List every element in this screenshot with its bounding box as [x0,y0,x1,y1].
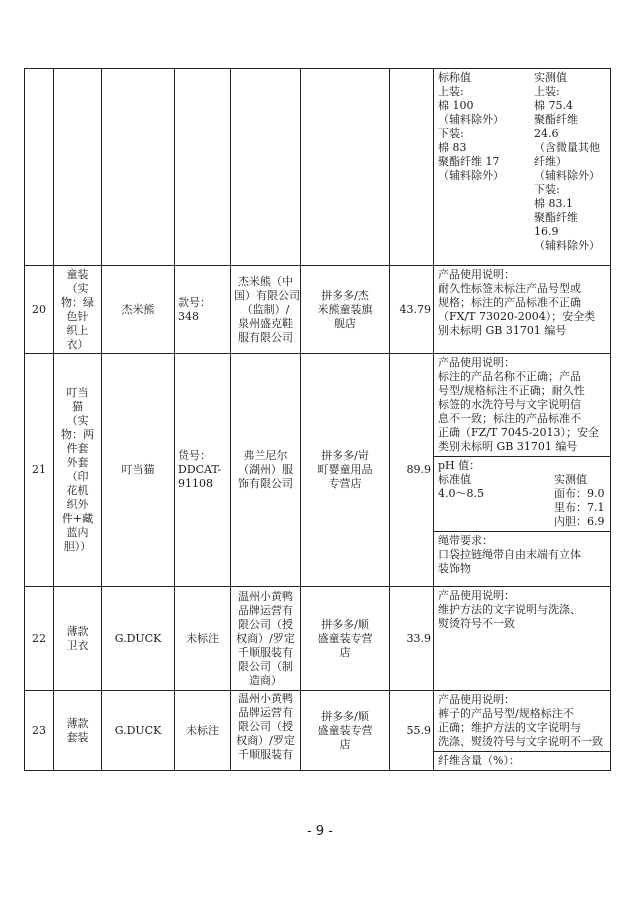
table-row [25,691,611,771]
text-line: 类别未标明 GB 31701 编号 [438,440,578,453]
text-line: 实测值 [534,71,567,84]
text-line: 正确（FZ/T 7045-2013）；安全 [438,426,600,439]
text-line: 店 [339,737,351,751]
price-text: 33.9 [406,631,431,645]
text-line: 千顺服装有 [238,748,293,761]
fiber-content-block [434,752,610,770]
text-line: 棉 75.4 [534,99,573,112]
row-index: 20 [32,302,46,316]
text-line: 16.9 [534,225,559,238]
text-line: 面布：9.0 [554,487,605,500]
text-line: 上装: [534,85,560,98]
text-line: 纤维） [534,155,567,168]
model-cell [175,69,231,266]
text-line: 盛童装专营 [317,723,373,737]
text-line: 实测值 [554,473,587,486]
result-cell [434,69,611,266]
text-line: 装饰物 [438,562,471,575]
result-cell [434,691,611,771]
usage-instruction-block [434,587,610,633]
maker-cell [231,266,301,354]
text-line: 泉州盛克鞋 [238,316,293,330]
price-cell [390,69,434,266]
maker-cell [231,69,301,266]
fiber-content-block [434,69,610,255]
text-line: （辅料除外） [438,113,504,126]
text-line: 花机 [66,484,89,497]
text-line: （实 [66,414,89,427]
text-line: 洗涤、熨烫符号与文字说明不一致 [438,735,603,748]
brand-cell [102,354,175,587]
price-cell [390,587,434,691]
price-text: 89.9 [406,463,431,476]
text-line: （监制）/ [241,302,290,316]
store-cell [301,587,390,691]
index-cell [25,691,54,771]
text-line: 91108 [178,477,213,490]
text-line: 产品使用说明： [438,589,515,602]
text-line: 温州小黄鸭 [238,692,293,705]
store-cell [301,691,390,771]
result-cell [434,266,611,354]
product-cell [54,354,102,587]
brand-text: G.DUCK [114,631,162,645]
text-line: 店 [339,645,351,659]
model-cell [175,266,231,354]
index-cell [25,69,54,266]
table-row [25,69,611,266]
text-line: 权商）/罗定 [236,631,295,645]
text-line: 款号： [178,295,211,309]
declared-column [438,71,534,253]
table-row [25,354,611,587]
text-line: 正确；维护方法的文字说明与 [438,721,581,734]
model-cell [175,691,231,771]
brand-cell [102,587,175,691]
text-line: 服有限公司 [238,330,293,344]
usage-instruction-block [434,266,610,340]
brand-text: 杰米熊 [121,302,155,316]
text-line: 蓝内 [66,526,89,539]
text-line: 标准值 [438,473,471,486]
text-line: 舰店 [334,316,356,330]
text-line: 件套 [66,442,89,455]
text-line: DDCAT- [178,463,222,476]
product-cell [54,69,102,266]
price-cell [390,266,434,354]
text-line: （FX/T 73020-2004）；安全类 [438,310,596,323]
text-line: 348 [178,309,199,323]
text-line: 外套 [66,456,89,469]
text-line: 产品使用说明： [438,693,515,706]
text-line: 标注的产品名称不正确；产品 [438,370,581,383]
row-index: 22 [32,631,46,645]
text-line: 口袋拉链绳带自由末端有立体 [438,548,581,561]
text-line: 品牌运营有 [238,706,293,719]
text-line: 猫 [72,400,83,413]
brand-cell [102,266,175,354]
brand-text: 叮当猫 [121,463,155,476]
text-line: 品牌运营有 [238,603,293,617]
maker-cell [231,354,301,587]
text-line: 米熊童装旗 [317,302,373,316]
text-line: 产品使用说明： [438,356,515,369]
text-line: 拼多多/顺 [321,709,369,723]
text-line: 权商）/罗定 [236,734,295,747]
ph-grid [438,473,606,529]
text-line: 耐久性标签未标注产品号型或 [438,282,581,295]
ph-measured-column [534,473,606,529]
text-line: 标签的水洗符号与文字说明信 [438,398,581,411]
text-line: 聚酯纤维 [534,211,578,224]
sample-result-table [24,68,611,771]
text-line: 薄款 [66,716,89,730]
text-line: 产品使用说明： [438,268,515,281]
usage-instruction-block [434,691,610,752]
index-cell [25,587,54,691]
model-cell [175,587,231,691]
text-line: 物：两 [61,428,94,441]
product-cell [54,266,102,354]
text-line: 棉 100 [438,99,474,112]
text-line: 拼多多/杰 [321,288,369,302]
text-line: 胆）） [63,540,92,553]
table-row [25,587,611,691]
model-text: 未标注 [186,631,219,645]
text-line: 24.6 [534,127,559,140]
text-line: 棉 83.1 [534,197,573,210]
price-cell [390,354,434,587]
store-cell [301,266,390,354]
usage-instruction-block [434,354,610,457]
text-line: 号型/规格标注不正确；耐久性 [438,384,585,397]
maker-cell [231,587,301,691]
product-cell [54,587,102,691]
model-cell [175,354,231,587]
brand-cell [102,691,175,771]
text-line: 套装 [66,730,89,744]
text-line: 卫衣 [66,638,89,652]
brand-cell [102,69,175,266]
text-line: 温州小黄鸭 [238,589,293,603]
page-number: - 9 - [307,824,333,839]
text-line: 弗兰尼尔 [243,449,288,462]
text-line: 造商） [249,673,282,687]
text-line: 内胆：6.9 [554,515,605,528]
cord-requirement-block [434,532,610,578]
text-line: 拼多多/岢 [321,449,369,462]
text-line: 标称值 [438,71,471,84]
row-index: 23 [32,723,46,737]
brand-text: G.DUCK [114,723,162,737]
model-text: 未标注 [186,723,219,737]
text-line: （辅料除外） [534,169,600,182]
store-cell [301,354,390,587]
ph-value-block [434,457,610,532]
text-line: 饰有限公司 [238,477,293,490]
result-cell [434,354,611,587]
text-line: 货号： [178,449,211,462]
store-cell [301,69,390,266]
text-line: 聚酯纤维 [534,113,578,126]
text-line: 棉 83 [438,141,467,154]
ph-title: pH 值： [438,459,481,472]
text-line: 聚酯纤维 17 [438,155,500,168]
index-cell [25,266,54,354]
text-line: 规格；标注的产品标准不正确 [438,296,581,309]
text-line: 国）有限公司 [234,288,300,302]
table-row [25,266,611,354]
text-line: 里布：7.1 [554,501,605,514]
price-text: 55.9 [406,723,431,737]
text-line: 下装: [438,127,464,140]
text-line: 件+藏 [61,512,94,525]
text-line: 衣） [66,337,89,351]
result-cell [434,587,611,691]
text-line: 限公司（授 [238,720,293,733]
text-line: 薄款 [66,624,89,638]
text-line: 维护方法的文字说明与洗涤、 [438,603,581,616]
text-line: 4.0～8.5 [438,487,484,500]
product-cell [54,691,102,771]
text-line: （辅料除外） [438,169,504,182]
text-line: 物：绿 [61,295,94,309]
row-index: 21 [32,463,46,476]
text-line: 绳带要求： [438,534,493,547]
text-line: 拼多多/顺 [321,617,369,631]
text-line: （印 [66,470,89,483]
price-text: 43.79 [399,302,431,316]
text-line: 色针 [66,309,89,323]
text-line: 熨烫符号不一致 [438,617,515,630]
index-cell [25,354,54,587]
text-line: 町婴童用品 [317,463,373,476]
text-line: 织上 [66,323,89,337]
text-line: 限公司（授 [238,617,293,631]
text-line: 别未标明 GB 31701 编号 [438,324,567,337]
text-line: 限公司（制 [238,659,293,673]
text-line: 织外 [66,498,89,511]
text-line: 裤子的产品号型/规格标注不 [438,707,574,720]
text-line: （实 [66,281,89,295]
text-line: 叮当 [66,386,89,399]
maker-cell [231,691,301,771]
text-line: （含微量其他 [534,141,600,154]
text-line: （辅料除外） [534,239,600,252]
text-line: （湖州）服 [238,463,293,476]
ph-declared-column [438,473,534,529]
text-line: 盛童装专营 [317,631,373,645]
text-line: 杰米熊（中 [238,274,293,288]
text-line: 上装: [438,85,464,98]
price-cell [390,691,434,771]
text-line: 纤维含量（%）： [438,754,520,767]
text-line: 童装 [66,267,89,281]
text-line: 千顺服装有 [238,645,293,659]
text-line: 下装: [534,183,560,196]
text-line: 息不一致；标注的产品标准不 [438,412,581,425]
text-line: 专营店 [328,477,362,490]
measured-column [534,71,606,253]
